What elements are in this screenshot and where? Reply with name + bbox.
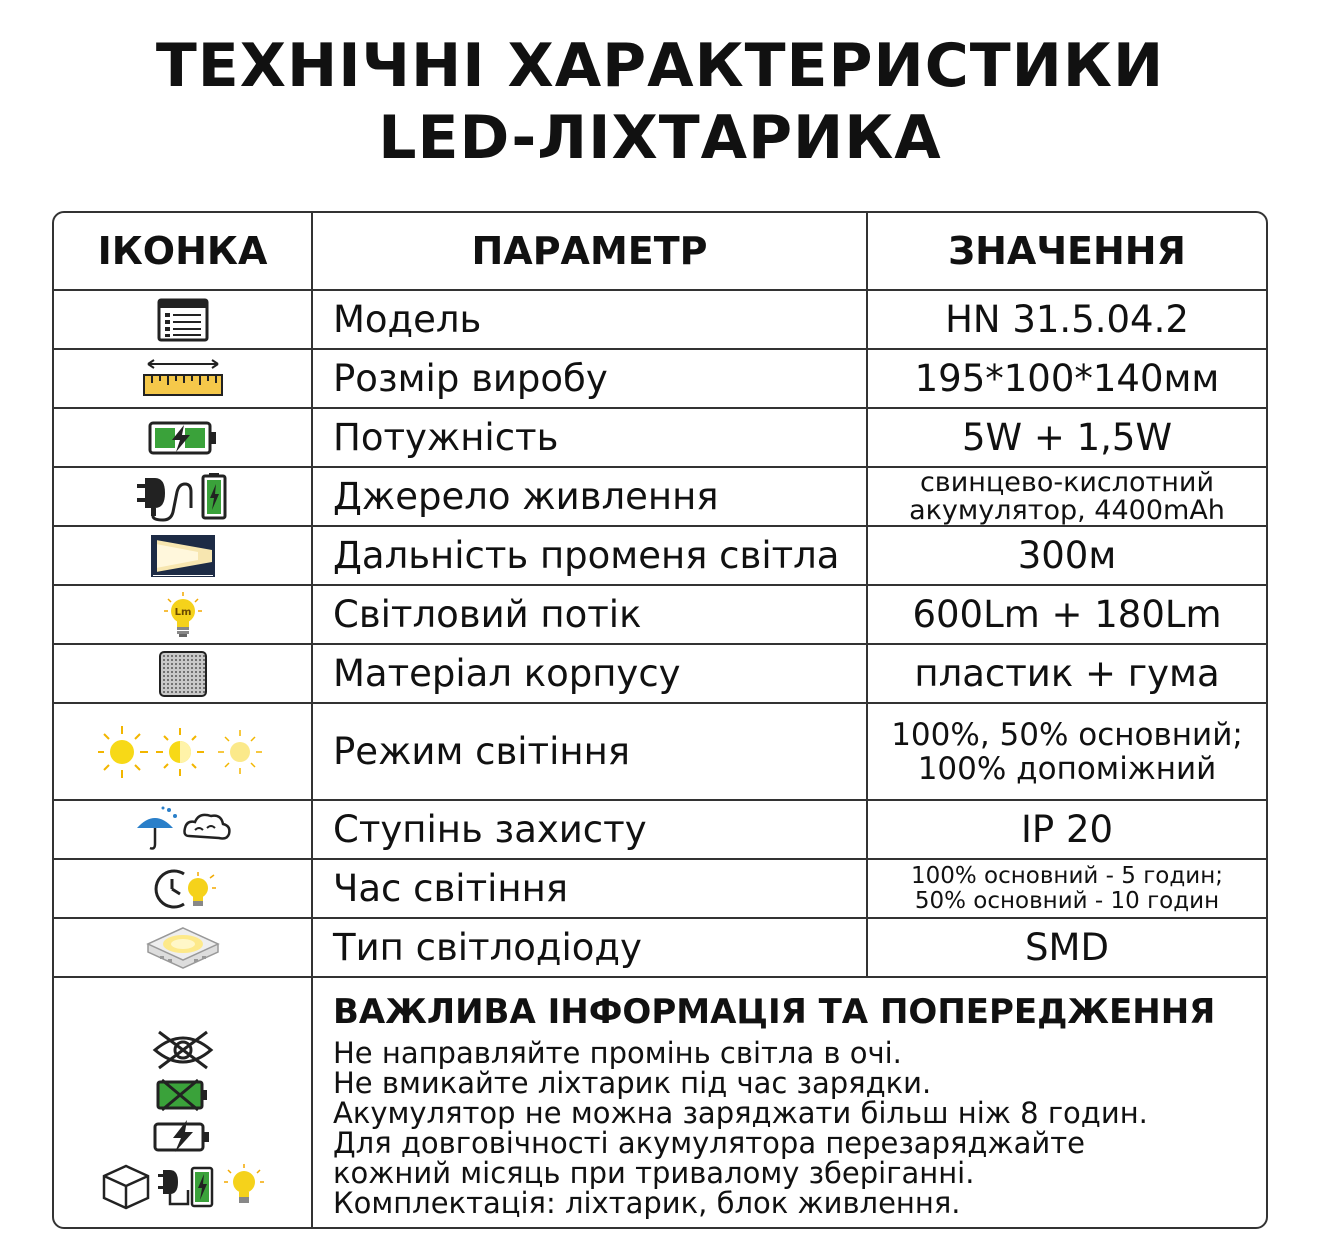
title-line-2: LED-ЛІХТАРИКА xyxy=(378,103,942,173)
table-row xyxy=(54,349,1266,408)
table-row xyxy=(54,644,1266,703)
param-label: Режим світіння xyxy=(312,703,867,800)
warning-line: Не направляйте промінь світла в очі. xyxy=(333,1036,902,1070)
param-label: Тип світлодіоду xyxy=(312,918,867,977)
param-label: Джерело живлення xyxy=(312,467,867,526)
warning-row xyxy=(54,977,1266,1227)
warning-title: ВАЖЛИВА ІНФОРМАЦІЯ ТА ПОПЕРЕДЖЕННЯ xyxy=(333,992,1216,1032)
table-row xyxy=(54,290,1266,349)
value-line: 100% допоміжний xyxy=(917,750,1217,787)
package-contents-icon xyxy=(98,1160,268,1210)
param-value: 600Lm + 180Lm xyxy=(867,585,1266,644)
material-texture-icon xyxy=(54,644,312,703)
rain-protection-icon xyxy=(54,800,312,859)
no-charge-battery-icon xyxy=(156,1078,210,1112)
table-row xyxy=(54,467,1266,526)
param-label: Час світіння xyxy=(312,859,867,918)
title-line-1: ТЕХНІЧНІ ХАРАКТЕРИСТИКИ xyxy=(155,31,1165,101)
warning-line: Для довговічності акумулятора перезаряджайте xyxy=(333,1126,1085,1160)
table-row xyxy=(54,408,1266,467)
param-value: 195*100*140мм xyxy=(867,349,1266,408)
param-label: Розмір виробу xyxy=(312,349,867,408)
param-label: Світловий потік xyxy=(312,585,867,644)
no-eye-icon xyxy=(151,1028,215,1072)
param-value: пластик + гума xyxy=(867,644,1266,703)
param-value xyxy=(867,467,1266,526)
header-param: ПАРАМЕТР xyxy=(312,213,867,290)
plug-battery-icon xyxy=(54,467,312,526)
value-line: 100%, 50% основний; xyxy=(891,716,1243,753)
param-label: Потужність xyxy=(312,408,867,467)
param-value: HN 31.5.04.2 xyxy=(867,290,1266,349)
warning-line: Не вмикайте ліхтарик під час зарядки. xyxy=(333,1066,932,1100)
lumen-label: Lm xyxy=(174,606,191,618)
battery-charging-icon xyxy=(54,408,312,467)
value-line: свинцево-кислотний xyxy=(919,466,1215,498)
param-value xyxy=(867,703,1266,800)
ruler-icon xyxy=(54,349,312,408)
table-row xyxy=(54,585,1266,644)
specs-table xyxy=(52,211,1268,1229)
param-value: IP 20 xyxy=(867,800,1266,859)
header-value: ЗНАЧЕННЯ xyxy=(867,213,1266,290)
header-row xyxy=(54,213,1266,290)
value-line: 100% основний - 5 годин; xyxy=(910,862,1224,889)
brightness-modes-icon xyxy=(54,703,312,800)
param-value: SMD xyxy=(867,918,1266,977)
param-label: Матеріал корпусу xyxy=(312,644,867,703)
led-chip-icon xyxy=(54,918,312,977)
light-beam-icon xyxy=(54,526,312,585)
warning-line: Акумулятор не можна заряджати більш ніж 8 годин. xyxy=(333,1096,1148,1130)
table-row xyxy=(54,859,1266,918)
table-row xyxy=(54,526,1266,585)
param-value: 5W + 1,5W xyxy=(867,408,1266,467)
param-label: Модель xyxy=(312,290,867,349)
clock-bulb-icon xyxy=(54,859,312,918)
warning-line: кожний місяць при тривалому зберіганні. xyxy=(333,1156,975,1190)
value-line: 50% основний - 10 годин xyxy=(914,887,1220,914)
bulb-lumen-icon xyxy=(54,585,312,644)
header-icon: ІКОНКА xyxy=(54,213,312,290)
warning-section xyxy=(312,977,1266,1227)
table-row xyxy=(54,918,1266,977)
warning-line: Комплектація: ліхтарик, блок живлення. xyxy=(333,1186,961,1220)
param-value: 300м xyxy=(867,526,1266,585)
value-line: акумулятор, 4400mAh xyxy=(909,494,1225,526)
page-title xyxy=(0,30,1320,174)
param-value xyxy=(867,859,1266,918)
table-row xyxy=(54,800,1266,859)
table-row xyxy=(54,703,1266,800)
param-label: Ступінь захисту xyxy=(312,800,867,859)
document-list-icon xyxy=(54,290,312,349)
battery-overcharge-icon xyxy=(153,1118,213,1154)
param-label: Дальність променя світла xyxy=(312,526,867,585)
